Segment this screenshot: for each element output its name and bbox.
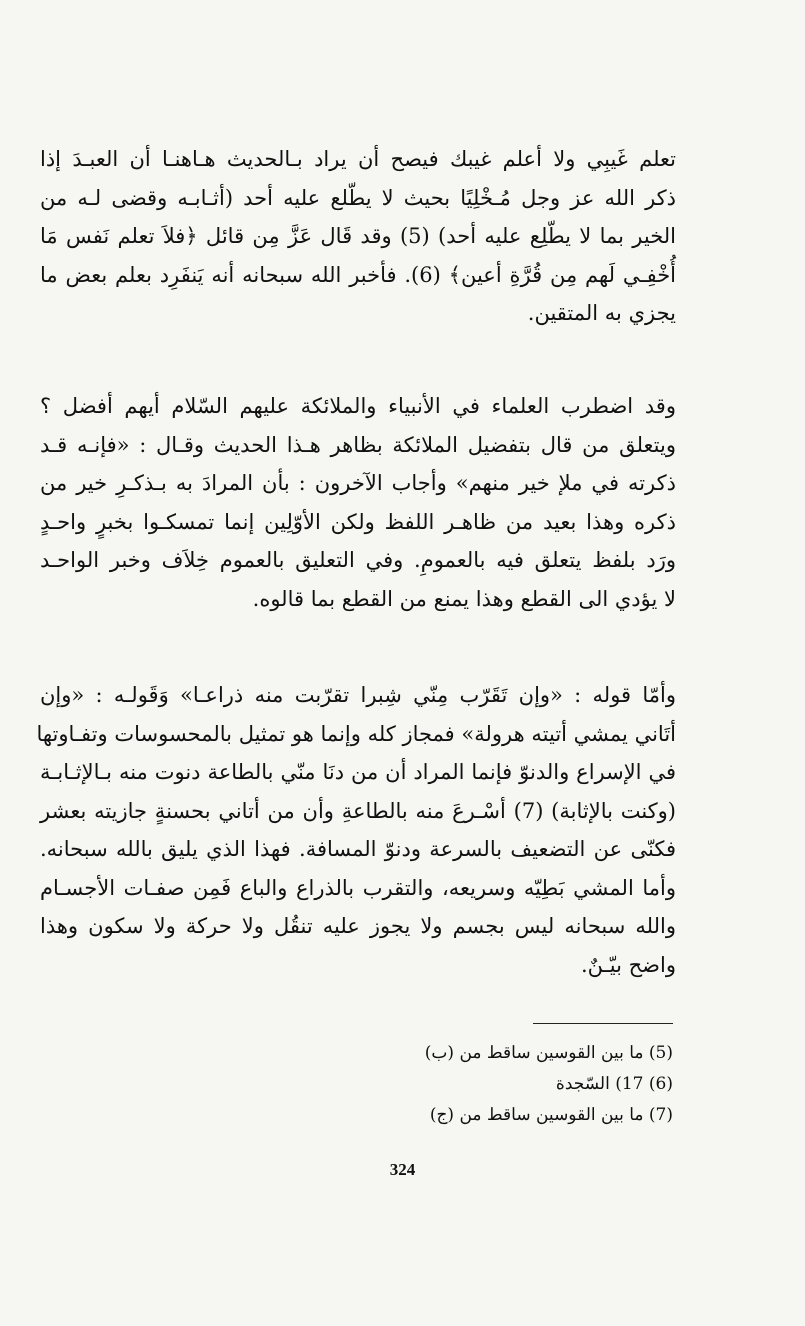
footnotes	[425, 1038, 673, 1131]
text-line: ذكرته في ملإ خير منهم» وأجاب الآخرون : بأن المرادَ به بـذكـرِ خير من	[40, 471, 676, 495]
text-line: أُخْفِـي لَهم مِن قُرَّةِ أعين﴾ (6). فأخبر الله سبحانه أنه يَنفَرِد بعلم بعض ما	[40, 262, 677, 287]
text-line: وأمّا قوله : «وإن تَقَرّب مِنّي شِبرا تقرّبت منه ذراعـا» وَقَولـه : «وإن	[40, 683, 676, 707]
footnote-divider	[533, 1023, 673, 1024]
paragraph-3	[36, 676, 676, 984]
text-line: يجزي به المتقين.	[527, 301, 676, 325]
text-line: فكنّى عن التضعيف بالسرعة ودنوّ المسافة. فهذا الذي يليق بالله سبحانه.	[40, 837, 676, 861]
paragraph-1	[40, 140, 676, 333]
text-line: ذكره وهذا بعيد من ظاهـر اللفظ ولكن الأوّلِين إنما تمسكـوا بخبرٍ واحـدٍ	[40, 509, 676, 534]
footnote: (5) ما بين القوسين ساقط من (ب)	[424, 1043, 673, 1063]
page-number: 324	[389, 1160, 416, 1179]
paragraph-2	[40, 387, 676, 618]
text-line: وأما المشي بَطِيّه وسريعه، والتقرب بالذراع والباع فَمِن صفـات الأجسـام	[40, 875, 676, 900]
text-line: ويتعلق من قال بتفضيل الملائكة بظاهر هـذا الحديث وقـال : «فإنـه قـد	[40, 432, 676, 457]
text-line: الخير بما لا يطّلِع عليه أحد) (5) وقد قَال عَزَّ مِن قائل ﴿فلاَ تعلم نَفس مَا	[40, 224, 676, 248]
text-line: وقد اضطرب العلماء في الأنبياء والملائكة عليهم السّلام أيهم أفضل ؟	[40, 394, 676, 418]
text-line: ورَد بلفظ يتعلق فيه بالعمومِ. وفي التعليق بالعموم خِلاَف وخبر الواحـد	[40, 548, 676, 572]
text-line: في الإسراع والدنوّ فإنما المراد أن من دنَا منّي بالطاعة دنوت منه بـالإثـابـة	[40, 760, 676, 784]
footnote: (7) ما بين القوسين ساقط من (ج)	[429, 1105, 673, 1125]
text-line: ذكر الله عز وجل مُـخْلِيًا بحيث لا يطّلع عليه أحد (أثـابـه وقضى لـه من	[40, 185, 676, 210]
text-line: والله سبحانه ليس بجسم ولا يجوز عليه تنقُل ولا حركة ولا سكون وهذا	[40, 914, 676, 938]
text-line: لا يؤدي الى القطع وهذا يمنع من القطع بما قالوه.	[252, 586, 676, 611]
text-line: أتَاني يمشي أتيته هرولة» فمجاز كله وإنما هو تمثيل بالمحسوسات وتفـاوتها	[36, 721, 676, 746]
footnote: (6) 17) السّجدة	[555, 1074, 673, 1094]
text-line: تعلم غَيبِي ولا أعلم غيبك فيصح أن يراد بـالحديث هـاهنـا أن العبـدَ إذا	[40, 147, 676, 171]
text-line: (وكنت بالإثابة) (7) أسْـرعَ منه بالطاعةِ وأن من أتاني بحسنةٍ جازيته بعشر	[40, 798, 676, 823]
text-line: واضح بيّـنٌ.	[580, 952, 676, 977]
